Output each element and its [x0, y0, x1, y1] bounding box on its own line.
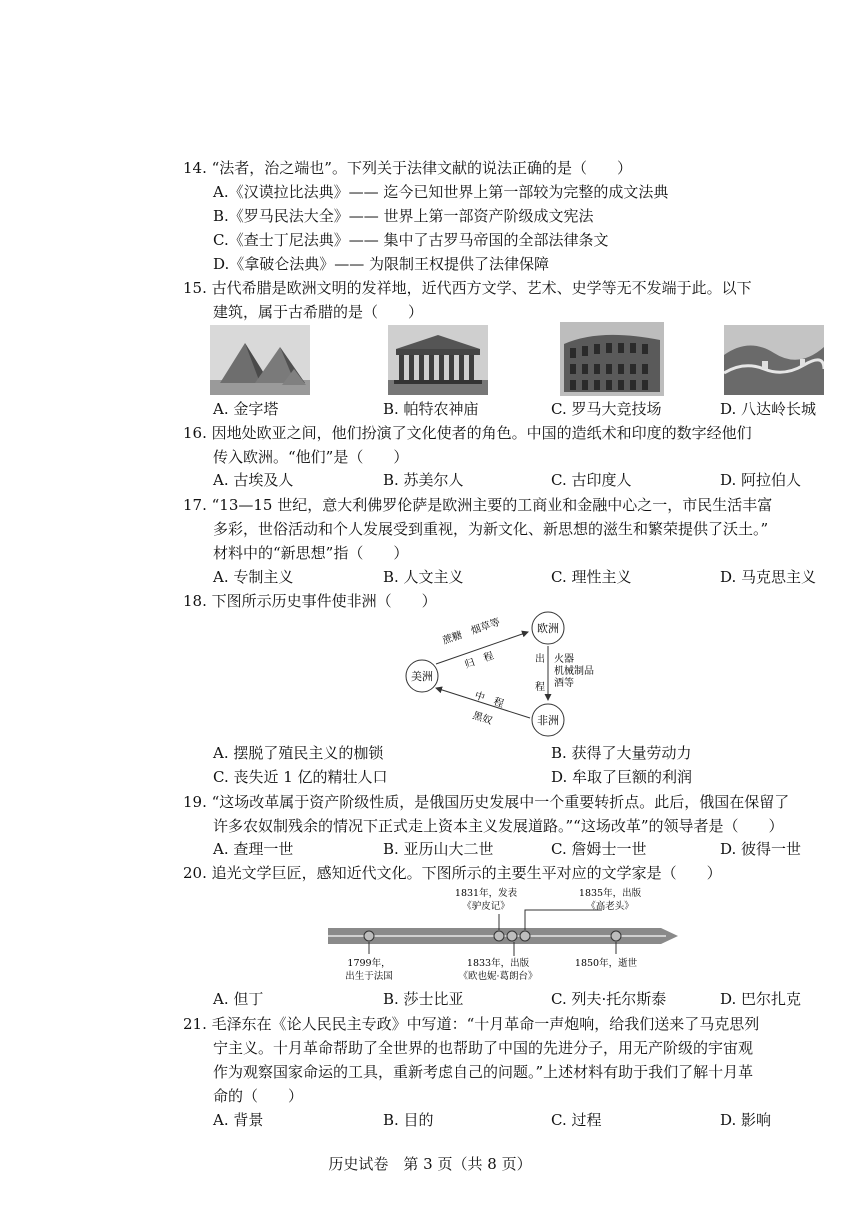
q19-option-c: C. 詹姆士一世	[551, 840, 647, 858]
q15-stem-line1: 15. 古代希腊是欧洲文明的发祥地，近代西方文学、艺术、史学等无不发端于此。以下	[183, 279, 752, 297]
page-footer: 历史试卷 第 3 页（共 8 页）	[328, 1155, 532, 1173]
triangular-trade-diagram	[400, 610, 610, 738]
q17-stem-line3: 材料中的“新思想”指（ ）	[213, 544, 409, 562]
q14-stem: 14. “法者，治之端也”。下列关于法律文献的说法正确的是（ ）	[183, 159, 632, 177]
q19-option-b: B. 亚历山大二世	[383, 840, 494, 858]
q18-stem: 18. 下图所示历史事件使非洲（ ）	[183, 592, 437, 610]
event-1833-title: 《欧也妮·葛朗台》	[458, 971, 538, 982]
outbound-leg-char2: 程	[535, 682, 545, 693]
middle-passage-label: 中 程	[473, 690, 506, 711]
q16-stem-line2: 传入欧洲。“他们”是（ ）	[213, 448, 409, 466]
q21-option-b: B. 目的	[383, 1111, 434, 1129]
q20-option-a: A. 但丁	[213, 990, 264, 1008]
africa-label: 非洲	[537, 714, 559, 727]
q21-stem-line4: 命的（ ）	[213, 1087, 304, 1105]
q16-option-d: D. 阿拉伯人	[720, 471, 802, 489]
q20-option-b: B. 莎士比亚	[383, 990, 464, 1008]
america-label: 美洲	[411, 670, 433, 683]
q17-option-c: C. 理性主义	[551, 568, 632, 586]
event-1799-year: 1799年，	[347, 958, 391, 969]
return-leg-label: 归 程	[463, 650, 496, 671]
right-goods-2: 机械制品	[554, 666, 594, 677]
q19-stem-line2: 许多农奴制残余的情况下正式走上资本主义发展道路。”“这场改革”的领导者是（ ）	[213, 817, 784, 835]
q15-option-d: D. 八达岭长城	[720, 400, 817, 418]
q15-stem-line2: 建筑，属于古希腊的是（ ）	[213, 303, 424, 321]
q21-stem-line2: 宁主义。十月革命帮助了全世界的也帮助了中国的先进分子，用无产阶级的宇宙观	[213, 1039, 754, 1057]
q19-option-d: D. 彼得一世	[720, 840, 802, 858]
q18-option-d: D. 牟取了巨额的利润	[551, 768, 693, 786]
event-1833-year: 1833年，出版	[466, 958, 530, 969]
q14-option-b: B.《罗马民法大全》—— 世界上第一部资产阶级成文宪法	[213, 207, 594, 225]
q14-option-c: C.《查士丁尼法典》—— 集中了古罗马帝国的全部法律条文	[213, 231, 609, 249]
top-goods-label: 蔗糖 烟草等	[441, 616, 502, 647]
event-1799-desc: 出生于法国	[345, 971, 393, 982]
q20-stem: 20. 追光文学巨匠，感知近代文化。下图所示的主要生平对应的文学家是（ ）	[183, 864, 722, 882]
q16-option-a: A. 古埃及人	[213, 471, 294, 489]
q20-option-c: C. 列夫·托尔斯泰	[551, 990, 667, 1008]
parthenon-image	[388, 325, 488, 395]
q21-stem-line3: 作为观察国家命运的工具，重新考虑自己的问题。”上述材料有助于我们了解十月革	[213, 1063, 754, 1081]
right-goods-3: 酒等	[554, 678, 574, 689]
q20-option-d: D. 巴尔扎克	[720, 990, 802, 1008]
q18-option-c: C. 丧失近 1 亿的精壮人口	[213, 768, 388, 786]
outbound-leg-char1: 出	[535, 654, 545, 665]
q17-option-d: D. 马克思主义	[720, 568, 817, 586]
q18-option-a: A. 摆脱了殖民主义的枷锁	[213, 744, 384, 762]
right-goods-1: 火器	[554, 654, 574, 665]
colosseum-image	[560, 322, 664, 396]
q14-option-d: D.《拿破仑法典》—— 为限制王权提供了法律保障	[213, 255, 550, 273]
q15-option-b: B. 帕特农神庙	[383, 400, 479, 418]
q17-option-a: A. 专制主义	[213, 568, 294, 586]
slaves-label: 黑奴	[471, 710, 494, 728]
q15-option-a: A. 金字塔	[213, 400, 279, 418]
great-wall-image	[724, 325, 824, 395]
event-1835-year: 1835年，出版	[578, 888, 642, 899]
q16-stem-line1: 16. 因地处欧亚之间，他们扮演了文化使者的角色。中国的造纸术和印度的数字经他们	[183, 424, 752, 442]
q21-stem-line1: 21. 毛泽东在《论人民民主专政》中写道：“十月革命一声炮响，给我们送来了马克思列	[183, 1015, 760, 1033]
q14-option-a: A.《汉谟拉比法典》—— 迄今已知世界上第一部较为完整的成文法典	[213, 183, 669, 201]
event-1831-title: 《驴皮记》	[462, 901, 510, 912]
q18-option-b: B. 获得了大量劳动力	[551, 744, 692, 762]
pyramids-image	[210, 325, 310, 395]
europe-label: 欧洲	[537, 622, 559, 635]
q21-option-d: D. 影响	[720, 1111, 772, 1129]
q21-option-a: A. 背景	[213, 1111, 264, 1129]
q17-stem-line2: 多彩，世俗活动和个人发展受到重视，为新文化、新思想的滋生和繁荣提供了沃土。”	[213, 520, 769, 538]
q16-option-c: C. 古印度人	[551, 471, 632, 489]
q21-option-c: C. 过程	[551, 1111, 602, 1129]
event-1835-title: 《高老头》	[586, 901, 634, 912]
event-1850: 1850年，逝世	[574, 958, 638, 969]
q16-option-b: B. 苏美尔人	[383, 471, 464, 489]
q17-stem-line1: 17. “13—15 世纪，意大利佛罗伦萨是欧洲主要的工商业和金融中心之一，市民生活丰富	[183, 496, 773, 514]
q19-option-a: A. 查理一世	[213, 840, 294, 858]
q15-option-c: C. 罗马大竞技场	[551, 400, 662, 418]
event-1831-year: 1831年，发表	[454, 888, 518, 899]
balzac-timeline	[326, 884, 680, 988]
q17-option-b: B. 人文主义	[383, 568, 464, 586]
q19-stem-line1: 19. “这场改革属于资产阶级性质，是俄国历史发展中一个重要转折点。此后，俄国在保留了	[183, 793, 790, 811]
